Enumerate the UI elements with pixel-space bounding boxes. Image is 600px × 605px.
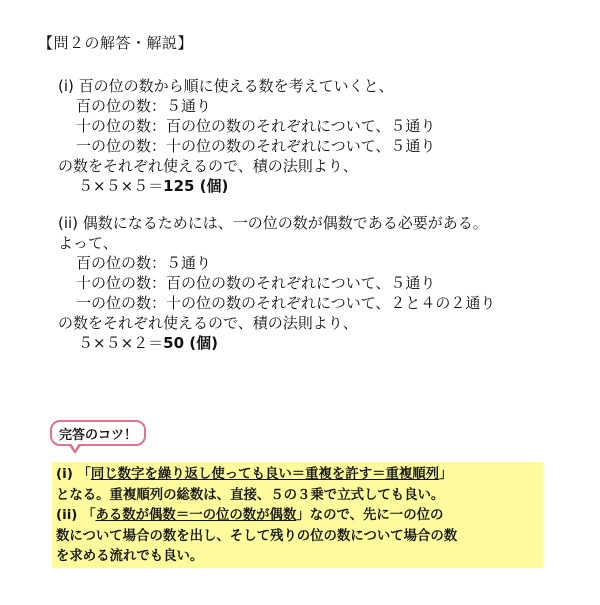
part1-hundreds: 百の位の数：５通り: [76, 97, 212, 115]
tip-line-3-prefix: (ii) 「: [56, 508, 96, 523]
part2-formula-line: [58, 333, 495, 353]
part1-tens: 十の位の数：百の位の数のそれぞれについて、５通り: [76, 117, 436, 135]
part2-intro: (ii) 偶数になるためには、一の位の数が偶数である必要がある。: [58, 214, 488, 232]
part1-formula-line: [58, 176, 435, 196]
tip-line-3-suffix: 」なので、先に一の位の: [296, 508, 444, 523]
part1-intro: (i) 百の位の数から順に使える数を考えていくと、: [58, 77, 394, 95]
solution-part-2: [58, 213, 495, 353]
tip-box: [52, 462, 543, 568]
tip-line-4: 数について場合の数を出し、そして残りの位の数について場合の数: [56, 528, 458, 544]
tip-line-2: となる。重複順列の総数は、直接、５の３乗で立式しても良い。: [56, 487, 445, 503]
part1-formula: ５×５×５＝: [78, 177, 164, 195]
part1-answer: 125 (個): [163, 177, 229, 195]
part2-conclusion: の数をそれぞれ使えるので、積の法則より、: [58, 314, 358, 332]
tip-line-1-highlight: 同じ数字を繰り返し使っても良い＝重複を許す＝重複順列: [90, 467, 440, 482]
part2-tens: 十の位の数：百の位の数のそれぞれについて、５通り: [76, 274, 436, 292]
tip-label-pointer-inner: [71, 443, 79, 450]
part2-ones: 一の位の数：十の位の数のそれぞれについて、２と４の２通り: [76, 294, 496, 312]
tip-label-badge: 完答のコツ！: [50, 420, 146, 446]
part2-therefore: よって、: [58, 234, 118, 252]
part2-formula: ５×５×２＝: [78, 334, 164, 352]
tip-line-3: [56, 506, 539, 527]
tip-line-1-prefix: (i) 「: [56, 467, 91, 482]
tip-line-1: [56, 465, 539, 486]
tip-line-3-highlight: ある数が偶数＝一の位の数が偶数: [95, 508, 297, 523]
tip-line-1-suffix: 」: [439, 467, 453, 482]
part1-ones: 一の位の数：十の位の数のそれぞれについて、５通り: [76, 137, 436, 155]
part2-hundreds: 百の位の数：５通り: [76, 254, 212, 272]
page-title: 【問２の解答・解説】: [38, 34, 194, 52]
part1-conclusion: の数をそれぞれ使えるので、積の法則より、: [58, 157, 358, 175]
solution-part-1: [58, 76, 435, 196]
part2-answer: 50 (個): [163, 334, 218, 352]
tip-line-5: を求める流れでも良い。: [56, 549, 204, 564]
